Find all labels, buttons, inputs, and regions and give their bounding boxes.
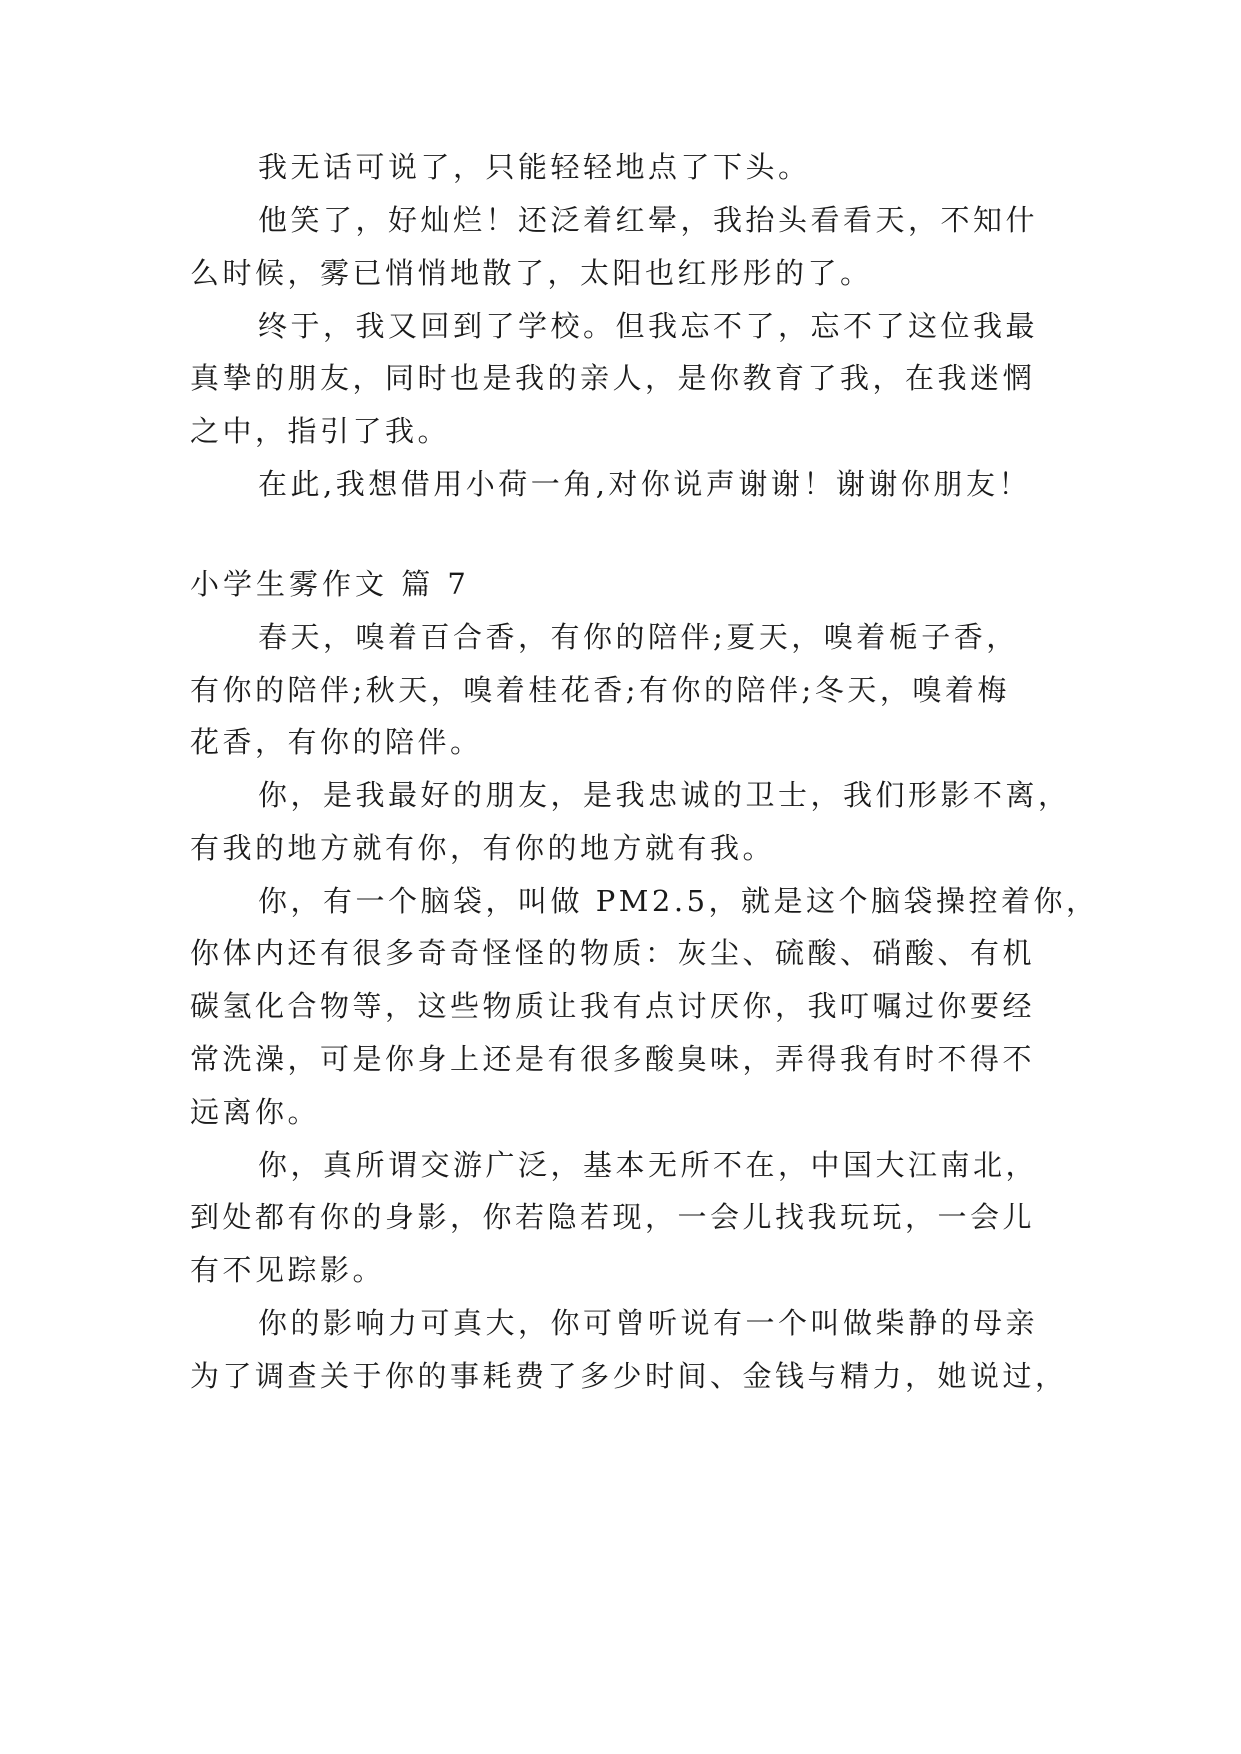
paragraph-line: 远离你。 <box>190 1095 321 1129</box>
paragraph-line: 我无话可说了，只能轻轻地点了下头。 <box>258 150 811 184</box>
paragraph-line: 他笑了，好灿烂！还泛着红晕，我抬头看看天，不知什 <box>258 203 1039 237</box>
paragraph-line: 在此,我想借用小荷一角,对你说声谢谢！谢谢你朋友！ <box>258 467 1031 501</box>
paragraph-line: 你的影响力可真大，你可曾听说有一个叫做柴静的母亲 <box>258 1306 1039 1340</box>
paragraph-line: 你体内还有很多奇奇怪怪的物质：灰尘、硫酸、硝酸、有机 <box>190 936 1036 970</box>
paragraph-line: 之中，指引了我。 <box>190 414 451 448</box>
paragraph-line: 为了调查关于你的事耗费了多少时间、金钱与精力，她说过， <box>190 1359 1068 1393</box>
paragraph-line: 你，真所谓交游广泛，基本无所不在，中国大江南北， <box>258 1148 1039 1182</box>
paragraph-line: 有你的陪伴;秋天，嗅着桂花香;有你的陪伴;冬天，嗅着梅 <box>190 673 1010 707</box>
paragraph-line: 你，有一个脑袋，叫做 PM2.5，就是这个脑袋操控着你， <box>258 884 1099 918</box>
paragraph-line: 你，是我最好的朋友，是我忠诚的卫士，我们形影不离， <box>258 778 1071 812</box>
paragraph-line: 终于，我又回到了学校。但我忘不了，忘不了这位我最 <box>258 309 1039 343</box>
paragraph-line: 有不见踪影。 <box>190 1253 386 1287</box>
paragraph-line: 真挚的朋友，同时也是我的亲人，是你教育了我，在我迷惘 <box>190 361 1036 395</box>
paragraph-line: 花香，有你的陪伴。 <box>190 725 483 759</box>
paragraph-line: 碳氢化合物等，这些物质让我有点讨厌你，我叮嘱过你要经 <box>190 989 1036 1023</box>
paragraph-line: 常洗澡，可是你身上还是有很多酸臭味，弄得我有时不得不 <box>190 1042 1036 1076</box>
paragraph-line: 么时候，雾已悄悄地散了，太阳也红彤彤的了。 <box>190 256 873 290</box>
paragraph-line: 春天，嗅着百合香，有你的陪伴;夏天，嗅着栀子香， <box>258 620 1019 654</box>
paragraph-line: 有我的地方就有你，有你的地方就有我。 <box>190 831 776 865</box>
paragraph-line: 到处都有你的身影，你若隐若现，一会儿找我玩玩，一会儿 <box>190 1200 1036 1234</box>
section-heading: 小学生雾作文 篇 7 <box>190 567 470 601</box>
